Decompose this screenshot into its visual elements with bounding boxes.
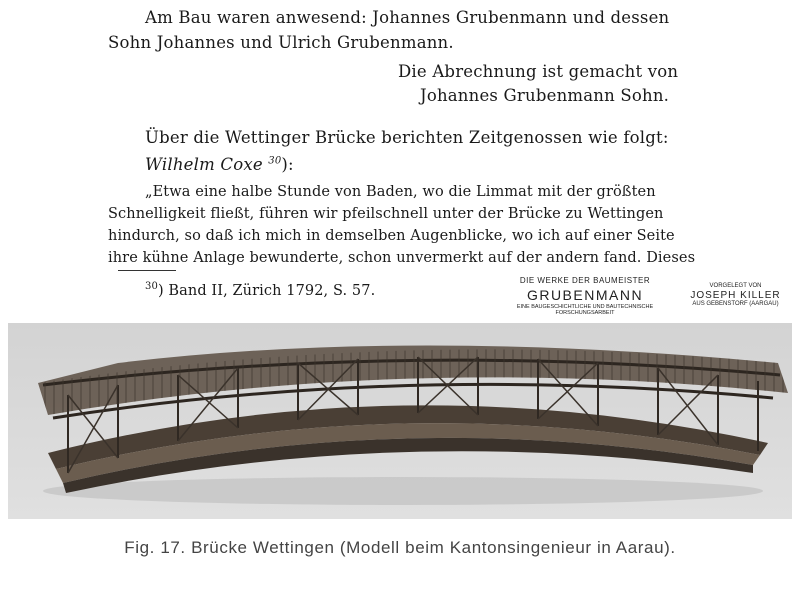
author-suffix: ): (281, 155, 294, 174)
quote-line-2: Schnelligkeit fließt, führen wir pfeilschnell unter der Brücke zu Wettingen (108, 206, 664, 222)
bridge-model-illustration (8, 323, 792, 519)
bridge-model-photo (8, 323, 792, 519)
stamp-left-line-4: FORSCHUNGSARBEIT (555, 310, 615, 316)
quote-line-4: ihre kühne Anlage bewunderte, schon unvermerkt auf der andern fand. Dieses (108, 250, 696, 266)
stamp-left-line-1: DIE WERKE DER BAUMEISTER (519, 276, 651, 285)
abrechnung-line-2: Johannes Grubenmann Sohn. (420, 86, 670, 105)
abrechnung-line-1: Die Abrechnung ist gemacht von (398, 62, 679, 81)
footnote-rule (118, 270, 176, 271)
stamp-left (505, 276, 665, 316)
quote-line-1: „Etwa eine halbe Stunde von Baden, wo die Limmat mit der größten (145, 184, 656, 200)
intro-line-2: Sohn Johannes und Ulrich Grubenmann. (108, 33, 454, 52)
author-name: Wilhelm Coxe (145, 155, 263, 174)
stamp-left-line-2: GRUBENMANN (526, 287, 644, 303)
figure-caption: Fig. 17. Brücke Wettingen (Modell beim Kantonsingenieur in Aarau). (124, 538, 676, 557)
stamp-right (678, 283, 793, 307)
stamp-right-line-1: VORGELEGT VON (709, 283, 762, 289)
stamp-right-line-3: AUS GEBENSTORF (AARGAU) (692, 301, 779, 307)
stamp-left-line-3: EINE BAUGESCHICHTLICHE UND BAUTECHNISCHE (516, 304, 654, 310)
stamp-right-line-2: JOSEPH KILLER (690, 290, 781, 301)
quote-line-3: hindurch, so daß ich mich in demselben Augenblicke, wo ich auf einer Seite (108, 228, 675, 244)
author-line (145, 155, 294, 174)
author-footnote-ref: 30 (268, 155, 282, 167)
footnote-ref: 30 (145, 281, 158, 292)
intro-line-1: Am Bau waren anwesend: Johannes Grubenmann und dessen (145, 8, 670, 27)
footnote (145, 281, 375, 299)
footnote-text: ) Band II, Zürich 1792, S. 57. (157, 282, 376, 299)
section-intro: Über die Wettinger Brücke berichten Zeitgenossen wie folgt: (145, 128, 669, 147)
